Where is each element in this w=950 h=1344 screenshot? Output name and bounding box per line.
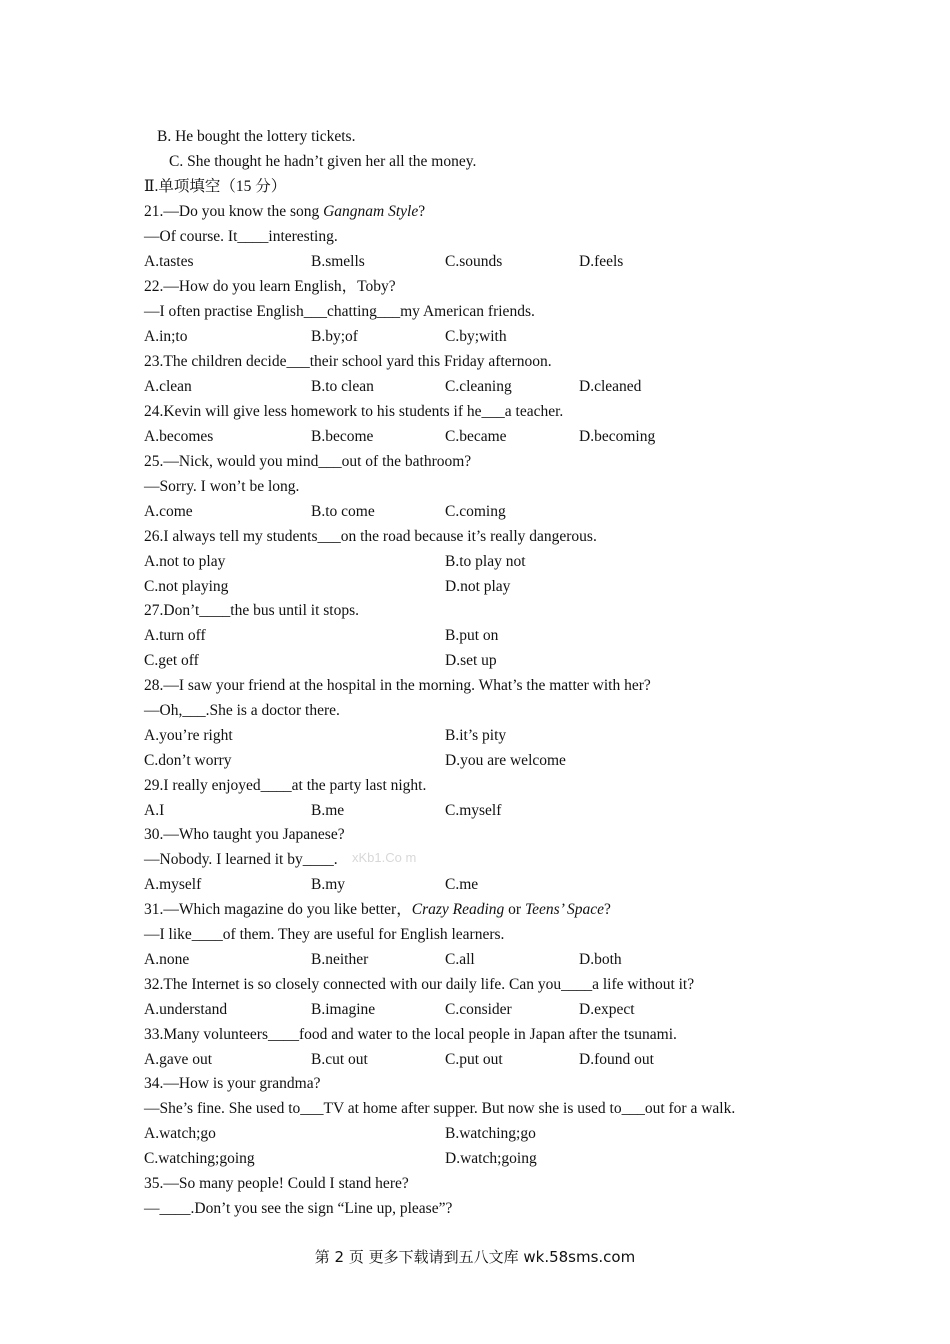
question-30-reply: —Nobody. I learned it by____.: [144, 851, 338, 868]
q31-option-c: C.all: [445, 951, 475, 968]
question-21: [144, 202, 425, 222]
q23-option-d: D.cleaned: [579, 378, 642, 395]
q21-text: 21.—Do you know the song: [144, 203, 324, 220]
q33-option-c: C.put out: [445, 1051, 503, 1068]
q30-option-c: C.me: [445, 876, 479, 893]
q26-option-d: D.not play: [445, 578, 511, 595]
q32-option-a: A.understand: [144, 1001, 228, 1018]
q31-end: ?: [604, 901, 611, 918]
question-24: 24.Kevin will give less homework to his students if he___a teacher.: [144, 403, 564, 420]
q29-option-c: C.myself: [445, 802, 502, 819]
q29-option-b: B.me: [311, 802, 345, 819]
section-heading: Ⅱ.单项填空（15 分）: [144, 178, 287, 195]
q24-option-b: B.become: [311, 428, 374, 445]
q26-option-b: B.to play not: [445, 553, 526, 570]
q31-option-a: A.none: [144, 951, 190, 968]
q31-or: or: [504, 901, 525, 918]
q31-option-b: B.neither: [311, 951, 369, 968]
q21-song-title: Gangnam Style: [323, 203, 419, 220]
q23-option-b: B.to clean: [311, 378, 374, 395]
question-35: 35.—So many people! Could I stand here?: [144, 1175, 409, 1192]
q30-option-b: B.my: [311, 876, 346, 893]
question-34: 34.—How is your grandma?: [144, 1075, 321, 1092]
q21-option-b: B.smells: [311, 253, 365, 270]
q25-option-b: B.to come: [311, 503, 375, 520]
q21-end: ?: [418, 203, 426, 220]
q24-option-c: C.became: [445, 428, 507, 445]
q21-option-c: C.sounds: [445, 253, 503, 270]
q22-option-b: B.by;of: [311, 328, 358, 345]
question-23: 23.The children decide___their school yard this Friday afternoon.: [144, 353, 552, 370]
q33-option-b: B.cut out: [311, 1051, 368, 1068]
q30-option-a: A.myself: [144, 876, 202, 893]
q34-option-c: C.watching;going: [144, 1150, 255, 1167]
question-26: 26.I always tell my students___on the road because it’s really dangerous.: [144, 528, 597, 545]
q28-option-d: D.you are welcome: [445, 752, 566, 769]
q27-option-b: B.put on: [445, 627, 499, 644]
q25-option-c: C.coming: [445, 503, 506, 520]
watermark: xKb1.Co m: [352, 850, 417, 865]
q32-option-d: D.expect: [579, 1001, 635, 1018]
q31-option-d: D.both: [579, 951, 622, 968]
q27-option-d: D.set up: [445, 652, 497, 669]
q26-option-a: A.not to play: [144, 553, 226, 570]
question-31-reply: —I like____of them. They are useful for English learners.: [144, 926, 505, 943]
question-35-reply: —____.Don’t you see the sign “Line up, please”?: [144, 1200, 453, 1217]
q22-option-c: C.by;with: [445, 328, 507, 345]
q34-option-a: A.watch;go: [144, 1125, 216, 1142]
q28-option-a: A.you’re right: [144, 727, 233, 744]
question-34-reply: —She’s fine. She used to___TV at home after supper. But now she is used to___out for a walk.: [144, 1100, 736, 1117]
q21-option-d: D.feels: [579, 253, 624, 270]
question-21-reply: —Of course. It____interesting.: [144, 228, 338, 245]
q26-option-c: C.not playing: [144, 578, 229, 595]
q31-magazine-1: Crazy Reading: [411, 901, 505, 918]
prev-option-b: B. He bought the lottery tickets.: [157, 128, 356, 145]
q29-option-a: A.I: [144, 802, 165, 819]
q25-option-a: A.come: [144, 503, 193, 520]
question-25: 25.—Nick, would you mind___out of the bathroom?: [144, 453, 472, 470]
q27-option-c: C.get off: [144, 652, 199, 669]
question-28: 28.—I saw your friend at the hospital in the morning. What’s the matter with her?: [144, 677, 651, 694]
prev-option-c: C. She thought he hadn’t given her all the money.: [169, 153, 477, 170]
q23-option-a: A.clean: [144, 378, 192, 395]
question-28-reply: —Oh,___.She is a doctor there.: [144, 702, 340, 719]
question-31: [144, 900, 611, 920]
question-27: 27.Don’t____the bus until it stops.: [144, 602, 360, 619]
q21-option-a: A.tastes: [144, 253, 194, 270]
q31-text: 31.—Which magazine do you like better，: [144, 901, 412, 918]
q32-option-b: B.imagine: [311, 1001, 376, 1018]
question-30: 30.—Who taught you Japanese?: [144, 826, 345, 843]
q24-option-a: A.becomes: [144, 428, 214, 445]
q32-option-c: C.consider: [445, 1001, 512, 1018]
page-footer: 第 2 页 更多下载请到五八文库 wk.58sms.com: [314, 1248, 636, 1266]
question-33: 33.Many volunteers____food and water to the local people in Japan after the tsunami.: [144, 1026, 677, 1043]
question-22: 22.—How do you learn English，Toby?: [144, 278, 396, 295]
q31-magazine-2: Teens’ Space: [524, 901, 605, 918]
q28-option-c: C.don’t worry: [144, 752, 232, 769]
q27-option-a: A.turn off: [144, 627, 206, 644]
q34-option-d: D.watch;going: [445, 1150, 537, 1167]
q24-option-d: D.becoming: [579, 428, 656, 445]
question-22-reply: —I often practise English___chatting___my American friends.: [144, 303, 535, 320]
q22-option-a: A.in;to: [144, 328, 188, 345]
q34-option-b: B.watching;go: [445, 1125, 536, 1142]
question-25-reply: —Sorry. I won’t be long.: [144, 478, 300, 495]
question-32: 32.The Internet is so closely connected with our daily life. Can you____a life without it?: [144, 976, 695, 993]
q23-option-c: C.cleaning: [445, 378, 512, 395]
q33-option-d: D.found out: [579, 1051, 654, 1068]
question-29: 29.I really enjoyed____at the party last night.: [144, 777, 427, 794]
q33-option-a: A.gave out: [144, 1051, 213, 1068]
q28-option-b: B.it’s pity: [445, 727, 507, 744]
